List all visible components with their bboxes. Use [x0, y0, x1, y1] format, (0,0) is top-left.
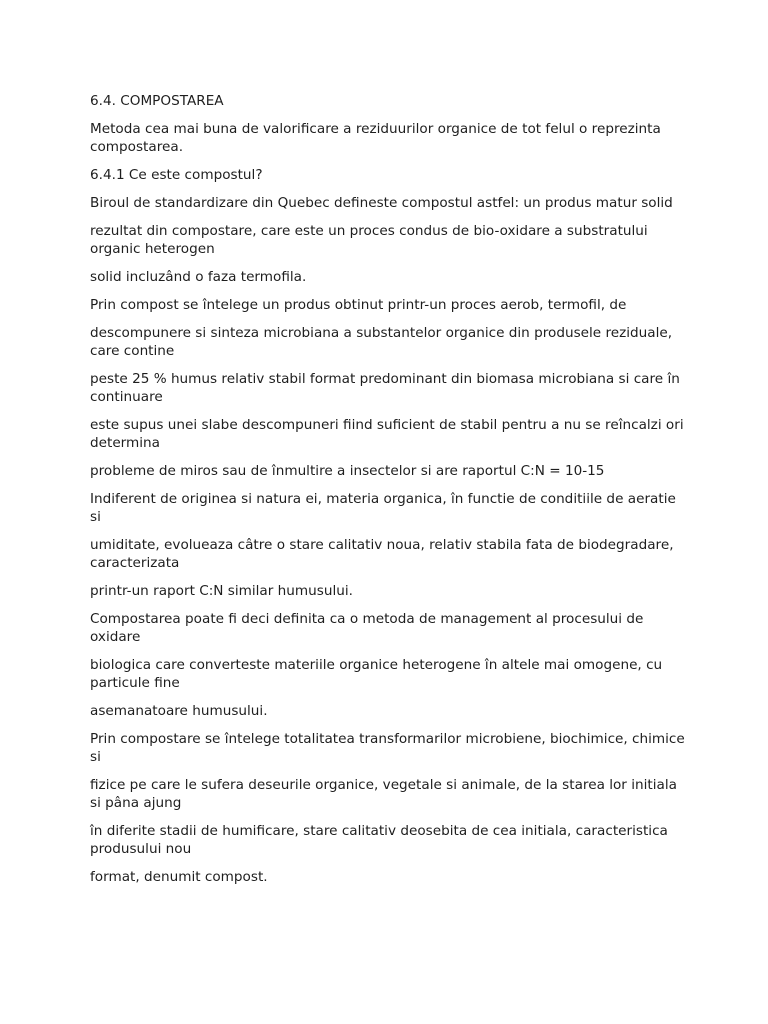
paragraph: umiditate, evolueaza câtre o stare calitativ noua, relativ stabila fata de biodegradare, caracterizata [90, 537, 674, 571]
paragraph: descompunere si sinteza microbiana a substantelor organice din produsele reziduale, care contine [90, 325, 673, 359]
paragraph: solid incluzând o faza termofila. [90, 269, 307, 285]
paragraph: probleme de miros sau de înmultire a insectelor si are raportul C:N = 10-15 [90, 463, 605, 479]
paragraph: asemanatoare humusului. [90, 703, 268, 719]
paragraph: Prin compost se întelege un produs obtinut printr-un proces aerob, termofil, de [90, 297, 627, 313]
paragraph: Indiferent de originea si natura ei, materia organica, în functie de conditiile de aeratie si [90, 491, 676, 525]
paragraph: format, denumit compost. [90, 869, 268, 885]
document-body [90, 92, 690, 896]
paragraph: Metoda cea mai buna de valorificare a reziduurilor organice de tot felul o reprezinta compostarea. [90, 121, 661, 155]
paragraph: Prin compostare se întelege totalitatea transformarilor microbiene, biochimice, chimice si [90, 731, 685, 765]
paragraph: printr-un raport C:N similar humusului. [90, 583, 353, 599]
paragraph: Compostarea poate fi deci definita ca o metoda de management al procesului de oxidare [90, 611, 644, 645]
paragraph: biologica care converteste materiile organice heterogene în altele mai omogene, cu particule fine [90, 657, 663, 691]
paragraph: Biroul de standardizare din Quebec defineste compostul astfel: un produs matur solid [90, 195, 673, 211]
paragraph: în diferite stadii de humificare, stare calitativ deosebita de cea initiala, caracteristica produsului nou [90, 823, 668, 857]
paragraph: peste 25 % humus relativ stabil format predominant din biomasa microbiana si care în continuare [90, 371, 680, 405]
section-heading: 6.4. COMPOSTAREA [90, 93, 224, 109]
paragraph: fizice pe care le sufera deseurile organice, vegetale si animale, de la starea lor initiala si pâna ajung [90, 777, 677, 811]
paragraph: este supus unei slabe descompuneri fiind suficient de stabil pentru a nu se reîncalzi ori determina [90, 417, 684, 451]
paragraph: rezultat din compostare, care este un proces condus de bio-oxidare a substratului organic heterogen [90, 223, 648, 257]
subsection-heading: 6.4.1 Ce este compostul? [90, 167, 263, 183]
